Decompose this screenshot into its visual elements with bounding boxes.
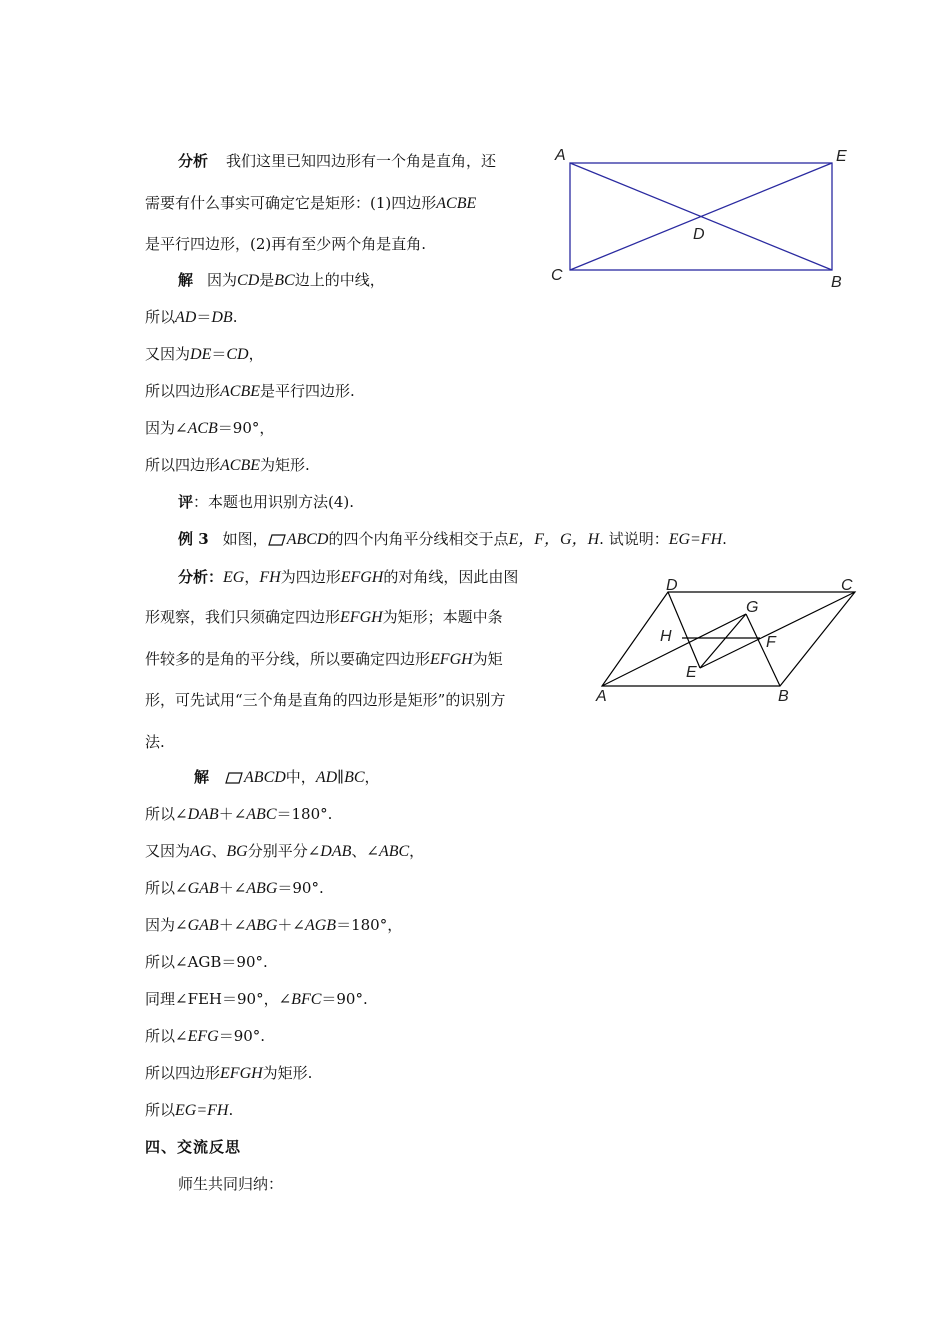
solution2-line-3 xyxy=(145,841,424,862)
math-var: EFGH xyxy=(220,1065,263,1082)
solution2-line-10 xyxy=(145,1100,233,1121)
math-var: CD xyxy=(226,346,249,363)
text: 、∠ xyxy=(351,842,379,860)
comment-label: 评 xyxy=(178,493,194,511)
text: 又因为 xyxy=(145,345,191,363)
label-g: G xyxy=(746,599,759,616)
analysis2-line-1 xyxy=(178,567,518,588)
analysis2-line-4 xyxy=(145,690,505,710)
example3-line xyxy=(178,529,727,550)
text: ∥ xyxy=(337,768,345,786)
text: 所以∠AGB＝90°. xyxy=(145,953,268,971)
math-var: ACBE xyxy=(220,383,261,400)
analysis-line-3 xyxy=(145,234,426,254)
text: 中， xyxy=(285,768,316,786)
text: 同理∠FEH＝90°，∠ xyxy=(145,990,292,1008)
label-a: A xyxy=(555,147,566,164)
analysis2-line-5 xyxy=(145,732,165,752)
text: ， xyxy=(244,568,260,586)
text: 又因为 xyxy=(145,842,191,860)
text: ， xyxy=(364,768,380,786)
analysis-label: 分析 xyxy=(178,152,209,170)
math-var: ABG xyxy=(246,880,278,897)
math-var: EG=FH xyxy=(668,531,723,548)
text: . 试说明： xyxy=(599,530,669,548)
text: 所以四边形 xyxy=(145,1064,221,1082)
analysis-text: 我们这里已知四边形有一个角是直角，还 xyxy=(226,152,497,170)
text: 所以∠ xyxy=(145,805,188,823)
math-var: EFG xyxy=(187,1028,219,1045)
text: 因为 xyxy=(207,271,238,289)
text: ＝180°， xyxy=(336,916,403,934)
label-c: C xyxy=(551,267,563,284)
math-var: EFGH xyxy=(340,609,383,626)
analysis-line-2 xyxy=(145,193,476,214)
math-var: CD xyxy=(237,272,260,289)
text: 所以 xyxy=(145,308,176,326)
text: 如图， xyxy=(222,530,268,548)
text: ＝ xyxy=(196,308,212,326)
text: ＝90°. xyxy=(277,879,324,897)
math-var: BFC xyxy=(291,991,322,1008)
text: 是 xyxy=(259,271,275,289)
text: 所以四边形 xyxy=(145,456,221,474)
math-var: ABC xyxy=(378,843,410,860)
solution-label: 解 xyxy=(178,271,194,289)
math-var: ACBE xyxy=(436,195,477,212)
math-var: GAB xyxy=(187,880,219,897)
math-var: EG xyxy=(223,569,245,586)
label-e: E xyxy=(686,664,697,681)
text: ＋∠ xyxy=(277,916,305,934)
solution2-line-6 xyxy=(145,952,268,972)
math-var: DE xyxy=(190,346,212,363)
solution2-line-8 xyxy=(145,1026,265,1047)
math-var: E，F，G，H xyxy=(508,531,600,548)
solution2-line-4 xyxy=(145,878,324,899)
text: 所以四边形 xyxy=(145,382,221,400)
analysis-text: 是平行四边形，(2)再有至少两个角是直角. xyxy=(145,235,427,253)
analysis-label: 分析： xyxy=(178,568,224,586)
solution2-line-7 xyxy=(145,989,368,1010)
math-var: BG xyxy=(226,843,248,860)
text: ＝180°. xyxy=(276,805,333,823)
solution-line-6 xyxy=(145,455,310,476)
parallelogram-icon xyxy=(268,534,286,545)
text: 法. xyxy=(145,733,165,751)
bisector-de xyxy=(668,592,700,668)
text: 分别平分∠ xyxy=(247,842,321,860)
solution-line-1 xyxy=(178,270,385,291)
figure-parallelogram-abcd xyxy=(590,573,870,713)
math-var: ACBE xyxy=(220,457,261,474)
parallelogram-icon xyxy=(225,772,243,783)
bisector-ce xyxy=(700,592,855,668)
text: 因为∠ xyxy=(145,419,188,437)
label-e: E xyxy=(836,148,847,165)
text: 所以∠ xyxy=(145,879,188,897)
text: 为矩形；本题中条 xyxy=(382,608,503,626)
text: . xyxy=(722,530,727,548)
text: 为四边形 xyxy=(280,568,341,586)
math-var: ABG xyxy=(246,917,278,934)
analysis2-line-3 xyxy=(145,649,503,670)
math-var: AD xyxy=(175,309,197,326)
text: ＝ xyxy=(211,345,227,363)
math-var: DB xyxy=(211,309,233,326)
bisector-ag xyxy=(602,614,746,686)
label-h: H xyxy=(660,628,672,645)
text: 形观察，我们只须确定四边形 xyxy=(145,608,341,626)
math-var: AD xyxy=(315,769,338,786)
text: 为矩形. xyxy=(260,456,310,474)
solution2-line-9 xyxy=(145,1063,312,1084)
label-d: D xyxy=(666,577,678,594)
text: 的对角线，因此由图 xyxy=(383,568,519,586)
solution-label: 解 xyxy=(194,768,210,786)
math-var: ABC xyxy=(246,806,277,823)
parallelogram-abcd xyxy=(602,592,855,686)
math-var: DAB xyxy=(187,806,219,823)
label-d: D xyxy=(693,226,705,243)
section-heading: 四、交流反思 xyxy=(145,1138,242,1156)
text: 件较多的是角的平分线，所以要确定四边形 xyxy=(145,650,431,668)
analysis-text: 需要有什么事实可确定它是矩形：(1)四边形 xyxy=(145,194,437,212)
math-var: DAB xyxy=(320,843,352,860)
math-var: EFGH xyxy=(340,569,384,586)
math-var: FH xyxy=(259,569,281,586)
summary-line: 师生共同归纳： xyxy=(178,1175,284,1193)
math-var: BC xyxy=(344,769,365,786)
solution2-line-2 xyxy=(145,804,332,825)
math-var: ABCD xyxy=(286,531,329,548)
solution2-line-1 xyxy=(194,767,380,788)
label-c: C xyxy=(841,577,853,594)
text: ， xyxy=(248,345,264,363)
text: . xyxy=(228,1101,234,1119)
analysis2-line-2 xyxy=(145,607,503,628)
text: 的四个内角平分线相交于点 xyxy=(328,530,509,548)
solution2-line-5 xyxy=(145,915,402,936)
solution-line-2 xyxy=(145,307,237,328)
math-var: AGB xyxy=(304,917,337,934)
text: ＋∠ xyxy=(218,805,247,823)
solution-line-3 xyxy=(145,344,264,365)
comment-text: ：本题也用识别方法(4). xyxy=(193,493,355,511)
math-var: ACB xyxy=(187,420,218,437)
text: 为矩形. xyxy=(262,1064,313,1082)
text: 为矩 xyxy=(472,650,503,668)
text: 所以∠ xyxy=(145,1027,188,1045)
figure-rectangle-acbe xyxy=(545,143,865,293)
text: 边上的中线， xyxy=(294,271,385,289)
text: ＝90°， xyxy=(217,419,275,437)
text: 所以 xyxy=(145,1101,176,1119)
label-a: A xyxy=(596,688,607,705)
text: 、 xyxy=(211,842,227,860)
math-var: GAB xyxy=(187,917,219,934)
text: ， xyxy=(409,842,425,860)
math-var: ABCD xyxy=(244,769,286,786)
text: 是平行四边形. xyxy=(260,382,355,400)
comment-line xyxy=(178,492,354,512)
example-label: 例 3 xyxy=(178,530,209,548)
solution-line-4 xyxy=(145,381,355,402)
solution-line-5 xyxy=(145,418,274,439)
diagonal-eg xyxy=(700,614,746,668)
math-var: AG xyxy=(190,843,212,860)
text: . xyxy=(232,308,238,326)
text: 形，可先试用“三个角是直角的四边形是矩形”的识别方 xyxy=(145,691,506,709)
text: ＋∠ xyxy=(218,916,247,934)
math-var: BC xyxy=(274,272,295,289)
text: ＝90°. xyxy=(321,990,368,1008)
math-var: EG=FH xyxy=(175,1102,229,1119)
text: 因为∠ xyxy=(145,916,188,934)
text: ＋∠ xyxy=(218,879,247,897)
label-b: B xyxy=(831,274,842,291)
math-var: EFGH xyxy=(430,651,473,668)
label-f: F xyxy=(766,634,776,651)
text: ＝90°. xyxy=(218,1027,266,1045)
analysis-line-1 xyxy=(178,151,496,171)
label-b: B xyxy=(778,688,789,705)
